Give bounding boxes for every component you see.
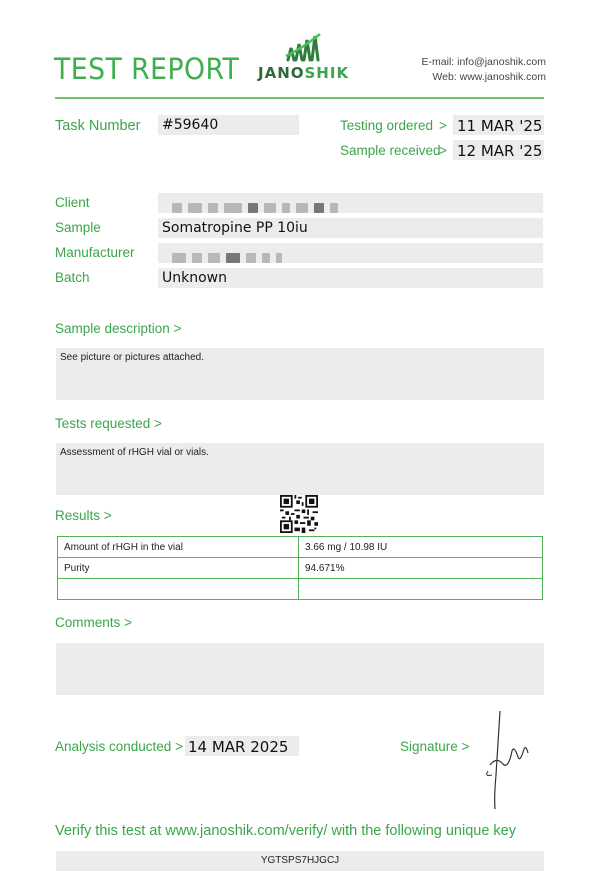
sample-description-text: See picture or pictures attached. (60, 352, 204, 363)
comments-heading: Comments > (55, 615, 132, 630)
testing-ordered-arrow: > (439, 118, 447, 133)
contact-web: Web: www.janoshik.com (432, 71, 546, 83)
task-number-label: Task Number (55, 118, 141, 134)
result-name: Amount of rHGH in the vial (58, 537, 299, 558)
manufacturer-label: Manufacturer (55, 245, 135, 260)
report-title: TEST REPORT (54, 52, 240, 86)
tests-requested-heading: Tests requested > (55, 416, 162, 431)
contact-info (422, 55, 546, 85)
qr-code-icon[interactable] (280, 495, 318, 533)
client-field (158, 193, 543, 213)
sample-received-label: Sample received (340, 143, 441, 158)
sample-received-field (453, 140, 544, 160)
analysis-conducted-field (185, 736, 299, 756)
logo-prefix: JANO (258, 64, 305, 82)
result-name (58, 579, 299, 600)
header-divider (55, 97, 544, 99)
result-name: Purity (58, 558, 299, 579)
batch-value: Unknown (162, 270, 227, 286)
sample-value: Somatropine PP 10iu (162, 220, 308, 236)
sample-description-heading: Sample description > (55, 321, 182, 336)
testing-ordered-field (453, 115, 544, 135)
testing-ordered-label: Testing ordered (340, 118, 434, 133)
sample-description-box (56, 348, 544, 400)
analysis-conducted-label: Analysis conducted > (55, 739, 183, 754)
verify-text: Verify this test at www.janoshik.com/verify/ with the following unique key (55, 823, 516, 839)
logo-wordmark (258, 64, 349, 82)
unique-key-field[interactable] (56, 851, 544, 871)
manufacturer-redacted (172, 247, 288, 266)
sample-received-arrow: > (439, 143, 447, 158)
sample-label: Sample (55, 220, 101, 235)
result-value: 94.671% (299, 558, 543, 579)
client-redacted (172, 197, 344, 216)
task-number-value: #59640 (162, 117, 219, 133)
tests-requested-box (56, 443, 544, 495)
results-table (57, 536, 543, 600)
task-number-field (158, 115, 299, 135)
table-row (58, 537, 543, 558)
result-value (299, 579, 543, 600)
analysis-conducted-value: 14 MAR 2025 (188, 738, 289, 756)
client-label: Client (55, 195, 90, 210)
testing-ordered-value: 11 MAR '25 (457, 117, 543, 135)
manufacturer-field (158, 243, 543, 263)
signature-mark (478, 705, 538, 815)
signature-label: Signature > (400, 739, 470, 754)
tests-requested-text: Assessment of rHGH vial or vials. (60, 447, 209, 458)
batch-label: Batch (55, 270, 90, 285)
results-heading: Results > (55, 508, 112, 523)
sample-received-value: 12 MAR '25 (457, 142, 543, 160)
result-value: 3.66 mg / 10.98 IU (299, 537, 543, 558)
batch-field (158, 268, 543, 288)
logo-suffix: SHIK (304, 64, 350, 82)
table-row (58, 579, 543, 600)
sample-field (158, 218, 543, 238)
contact-email: E-mail: info@janoshik.com (421, 56, 546, 68)
comments-box (56, 643, 544, 695)
unique-key-value: YGTSPS7HJGCJ (260, 855, 340, 866)
table-row (58, 558, 543, 579)
